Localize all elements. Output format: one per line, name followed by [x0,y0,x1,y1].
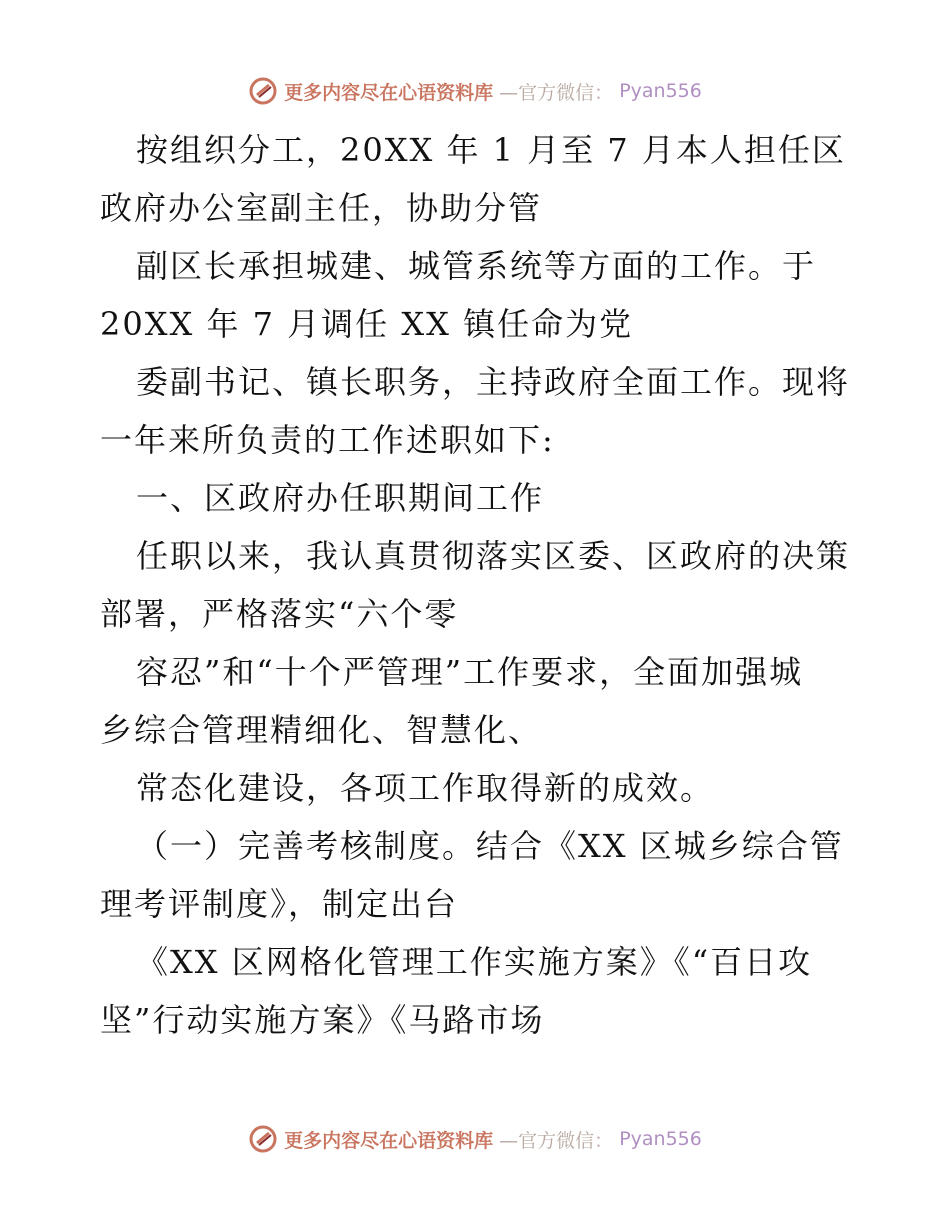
watermark-main-text: 更多内容尽在心语资料库 [284,81,494,104]
paragraph-line: 政府办公室副主任，协助分管 [100,189,543,227]
watermark-id-text: Pyan556 [619,1128,702,1150]
paragraph-line: 委副书记、镇长职务，主持政府全面工作。现将 [136,363,851,401]
subsection-heading-line: （一）完善考核制度。结合《XX 区城乡综合管 [136,827,844,865]
paragraph-line: 坚”行动实施方案》《马路市场 [100,1001,545,1039]
document-body [100,121,860,1049]
paragraph-line: 乡综合管理精细化、智慧化、 [100,711,543,749]
paragraph-line: 常态化建设，各项工作取得新的成效。 [136,769,715,807]
paragraph-line: 部署，严格落实“六个零 [100,595,459,633]
paragraph-line: 理考评制度》，制定出台 [100,885,459,923]
watermark-main-text: 更多内容尽在心语资料库 [284,1129,494,1152]
brand-logo-icon [248,1124,278,1154]
watermark-sub-text: —官方微信： [499,1129,614,1152]
brand-logo-icon [248,76,278,106]
watermark-header [0,76,950,106]
section-heading: 一、区政府办任职期间工作 [136,479,545,517]
watermark-footer [0,1124,950,1154]
paragraph-line: 按组织分工，20XX 年 1 月至 7 月本人担任区 [136,131,846,169]
paragraph-line: 一年来所负责的工作述职如下: [100,421,555,459]
paragraph-line: 《XX 区网格化管理工作实施方案》《“百日攻 [136,943,813,981]
paragraph-line: 20XX 年 7 月调任 XX 镇任命为党 [100,305,634,343]
watermark-id-text: Pyan556 [619,80,702,102]
paragraph-line: 容忍”和“十个严管理”工作要求，全面加强城 [136,653,804,691]
watermark-sub-text: —官方微信： [499,81,614,104]
paragraph-line: 任职以来，我认真贯彻落实区委、区政府的决策 [136,537,851,575]
paragraph-line: 副区长承担城建、城管系统等方面的工作。于 [136,247,817,285]
